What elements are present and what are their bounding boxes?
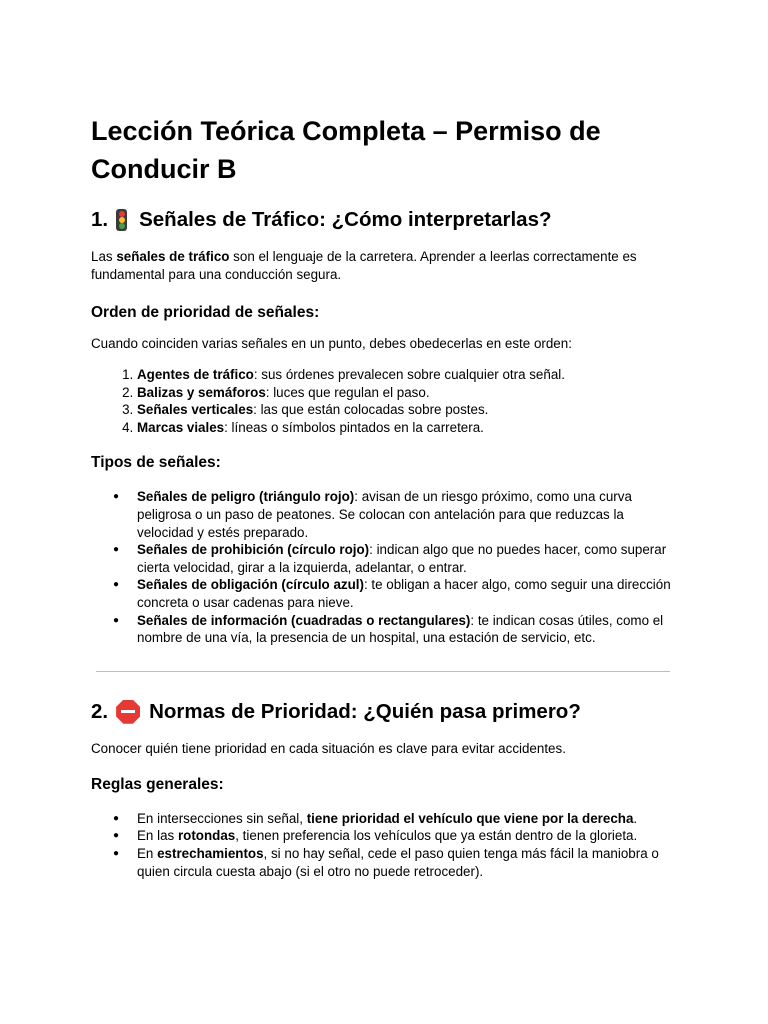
list-item-bold: Señales verticales <box>137 402 254 418</box>
list-item <box>137 827 677 845</box>
list-item <box>137 810 677 828</box>
list-item-bold: Señales de prohibición (círculo rojo) <box>137 542 370 558</box>
list-item <box>137 845 677 880</box>
traffic-light-icon <box>116 209 127 231</box>
list-item-text: : indican algo que no puedes hacer, como superar cierta velocidad, girar a la izquierda, adelantar, o entrar. <box>137 542 667 575</box>
list-item-text: : sus órdenes prevalecen sobre cualquier otra señal. <box>253 367 565 382</box>
intro-bold: señales de tráfico <box>116 249 230 264</box>
list-item-text: En intersecciones sin señal, <box>137 810 307 826</box>
list-item <box>137 576 677 611</box>
list-item <box>137 541 677 576</box>
list-item-text: , si no hay señal, cede el paso quien tenga más fácil la maniobra o quien circula cuesta abajo (si el otro no puede retroceder). <box>137 845 659 879</box>
list-item-bold: Señales de peligro (triángulo rojo) <box>137 489 355 505</box>
section-2-title: Normas de Prioridad: ¿Quién pasa primero? <box>149 699 581 723</box>
section-1-heading <box>91 206 677 234</box>
list-item-text: : líneas o símbolos pintados en la carretera. <box>224 419 484 435</box>
list-item-bold: Agentes de tráfico <box>137 367 254 382</box>
list-item-text: : te indican cosas útiles, como el nombre de una vía, la presencia de un hospital, una estación de servicio, etc. <box>137 612 664 646</box>
list-item-text: : las que están colocadas sobre postes. <box>253 402 489 418</box>
priority-list <box>91 366 677 436</box>
rules-list <box>91 810 677 880</box>
types-heading: Tipos de señales: <box>91 454 221 472</box>
list-item <box>137 612 677 647</box>
list-item-text: : te obligan a hacer algo, como seguir una dirección concreta o usar cadenas para nieve. <box>137 577 671 610</box>
section-2-number: 2. <box>91 699 109 723</box>
section-2-intro: Conocer quién tiene prioridad en cada situación es clave para evitar accidentes. <box>91 740 566 756</box>
list-item-bold: Señales de información (cuadradas o rectangulares) <box>137 612 471 628</box>
intro-text: son el lenguaje de la carretera. Aprender a leerlas correctamente es fundamental para una conducción segura. <box>91 249 637 282</box>
list-item <box>137 419 677 437</box>
list-item-text: : avisan de un riesgo próximo, como una curva peligrosa o un paso de peatones. Se colocan con antelación para que reduzcas la velocidad y estés preparado. <box>137 489 632 540</box>
list-item-bold: Marcas viales <box>137 419 225 435</box>
list-item <box>137 488 677 541</box>
list-item-bold: rotondas <box>177 828 236 844</box>
section-1-number: 1. <box>91 208 109 231</box>
list-item-text: En las <box>137 828 178 844</box>
priority-intro: Cuando coinciden varias señales en un punto, debes obedecerlas en este orden: <box>91 336 572 351</box>
section-divider <box>96 671 670 672</box>
types-list <box>91 488 677 646</box>
section-1-title: Señales de Tráfico: ¿Cómo interpretarlas? <box>139 208 552 231</box>
list-item-bold: Señales de obligación (círculo azul) <box>137 577 364 593</box>
priority-heading: Orden de prioridad de señales: <box>91 304 320 321</box>
section-2-heading <box>91 698 677 726</box>
stop-sign-icon <box>116 700 140 724</box>
list-item-text: En <box>137 845 158 861</box>
list-item-text: : luces que regulan el paso. <box>265 384 430 400</box>
list-item <box>137 384 677 402</box>
list-item-bold: estrechamientos <box>157 845 264 861</box>
section-1-intro <box>91 248 677 284</box>
list-item <box>137 401 677 419</box>
list-item-text: . <box>633 810 638 826</box>
list-item-text: , tienen preferencia los vehículos que ya están dentro de la glorieta. <box>235 828 638 844</box>
intro-text: Las <box>91 249 117 264</box>
list-item-bold: Balizas y semáforos <box>137 384 266 400</box>
list-item <box>137 366 677 384</box>
document-title: Lección Teórica Completa – Permiso de Conducir B <box>91 116 601 184</box>
rules-heading: Reglas generales: <box>91 775 224 793</box>
list-item-bold: tiene prioridad el vehículo que viene por la derecha <box>306 810 634 826</box>
document-page <box>91 112 677 880</box>
